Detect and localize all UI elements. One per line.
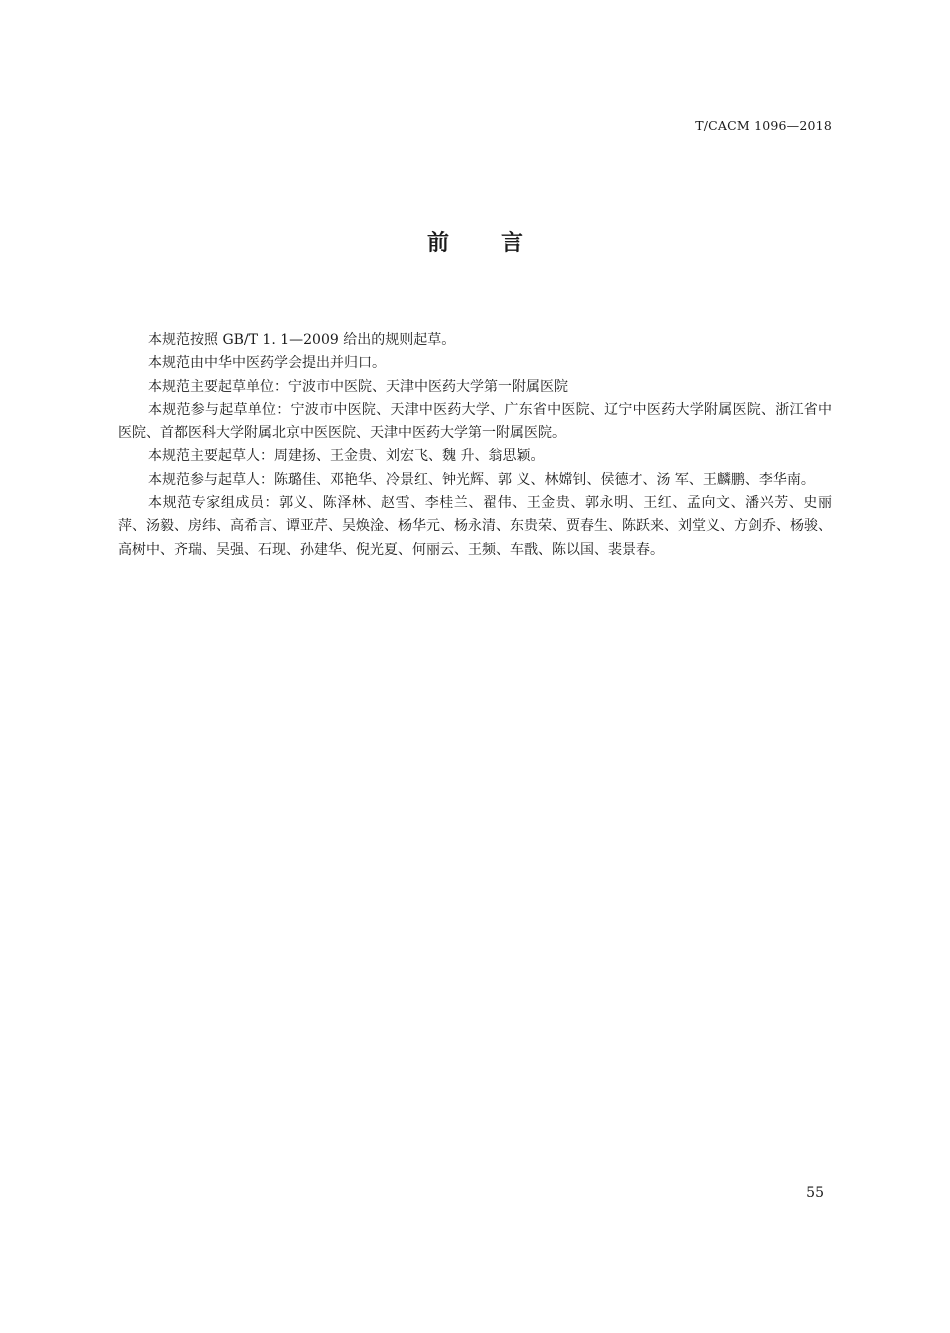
paragraph-expert-group: 本规范专家组成员：郭义、陈泽林、赵雪、李桂兰、翟伟、王金贵、郭永明、王红、孟向文、潘兴芳、史丽萍、汤毅、房纬、高希言、谭亚芹、吴焕淦、杨华元、杨永清、东贵荣、贾春生、陈跃来、刘堂义、方剑乔、杨骏、高树中、齐瑞、吴强、石现、孙建华、倪光夏、何丽云、王频、车戬、陈以国、裴景春。	[118, 495, 832, 558]
page-title	[0, 226, 950, 257]
standard-code: T/CACM 1096—2018	[695, 118, 832, 133]
paragraph-proposer: 本规范由中华中医药学会提出并归口。	[148, 355, 386, 372]
foreword-body	[118, 329, 832, 562]
paragraph-participating-units: 本规范参与起草单位：宁波市中医院、天津中医药大学、广东省中医院、辽宁中医药大学附属医院、浙江省中医院、首都医科大学附属北京中医医院、天津中医药大学第一附属医院。	[118, 401, 832, 442]
paragraph-main-drafting-units: 本规范主要起草单位：宁波市中医院、天津中医药大学第一附属医院	[148, 378, 568, 395]
page-number: 55	[806, 1185, 824, 1201]
paragraph-main-drafters: 本规范主要起草人：周建扬、王金贵、刘宏飞、魏 升、翁思颖。	[148, 448, 545, 465]
paragraph-drafting-rules: 本规范按照 GB/T 1. 1—2009 给出的规则起草。	[148, 332, 456, 348]
title-char-1: 前	[426, 231, 449, 256]
paragraph-participating-drafters: 本规范参与起草人：陈璐佳、邓艳华、冷景红、钟光辉、郭 义、林嫦钊、侯德才、汤 军、王麟鹏、李华南。	[148, 471, 815, 488]
title-char-2: 言	[501, 231, 524, 256]
